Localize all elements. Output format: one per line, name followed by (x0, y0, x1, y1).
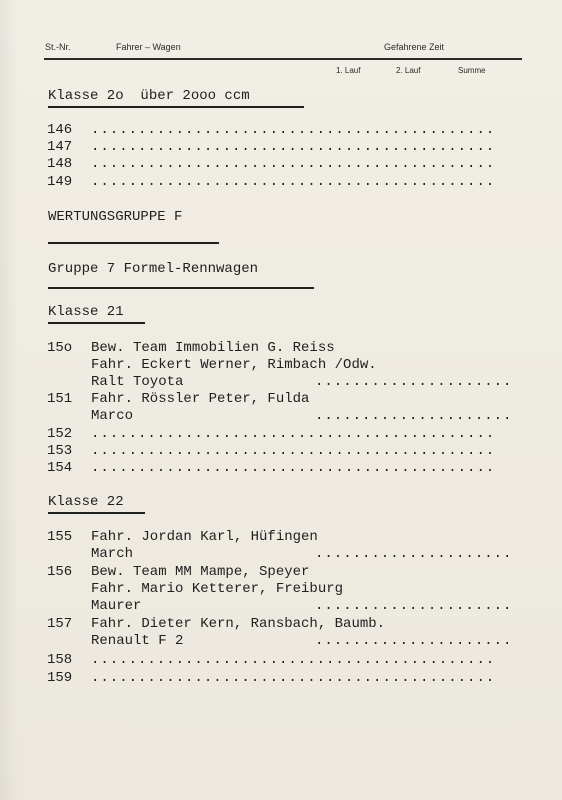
start-number: 147 (47, 139, 73, 155)
header-driver-car: Fahrer – Wagen (116, 42, 181, 52)
section-wertungsgruppe-f: WERTUNGSGRUPPE F (48, 209, 183, 225)
car-line: Renault F 2 (91, 633, 184, 649)
dot-leader: ........................................... (91, 652, 496, 668)
header-run1: 1. Lauf (336, 66, 361, 75)
header-run2: 2. Lauf (396, 66, 421, 75)
start-number: 158 (47, 652, 73, 668)
start-number: 154 (47, 460, 73, 476)
section-gruppe-7: Gruppe 7 Formel-Rennwagen (48, 261, 259, 277)
header-sum: Summe (458, 66, 486, 75)
dot-leader: ........................................... (91, 670, 496, 686)
dot-leader: ........................................... (91, 460, 496, 476)
underline-klasse-21 (48, 322, 145, 324)
start-number: 156 (47, 564, 73, 580)
car-line: Maurer (91, 598, 142, 614)
start-number: 159 (47, 670, 73, 686)
dot-leader: ..................... (315, 374, 513, 390)
underline-wertungsgruppe (48, 242, 219, 244)
start-number: 146 (47, 122, 73, 138)
dot-leader: ........................................... (91, 426, 496, 442)
dot-leader: ........................................... (91, 139, 496, 155)
car-line: March (91, 546, 134, 562)
car-line: Ralt Toyota (91, 374, 184, 390)
start-number: 153 (47, 443, 73, 459)
car-line: Marco (91, 408, 134, 424)
dot-leader: ..................... (315, 598, 513, 614)
entrant-line: Bew. Team Immobilien G. Reiss (91, 340, 335, 356)
underline-klasse-22 (48, 512, 145, 514)
start-number: 155 (47, 529, 73, 545)
driver-line: Fahr. Rössler Peter, Fulda (91, 391, 310, 407)
driver-line: Fahr. Jordan Karl, Hüfingen (91, 529, 318, 545)
driver-line: Fahr. Dieter Kern, Ransbach, Baumb. (91, 616, 386, 632)
section-klasse-20: Klasse 2o über 2ooo ccm (48, 88, 250, 104)
start-number: 151 (47, 391, 73, 407)
underline-klasse-20 (48, 106, 304, 108)
header-rule (44, 58, 522, 60)
dot-leader: ........................................... (91, 443, 496, 459)
driver-line: Fahr. Mario Ketterer, Freiburg (91, 581, 344, 597)
dot-leader: ........................................... (91, 156, 496, 172)
dot-leader: ........................................... (91, 174, 496, 190)
entrant-line: Bew. Team MM Mampe, Speyer (91, 564, 310, 580)
section-klasse-22: Klasse 22 (48, 494, 124, 510)
header-stnr: St.-Nr. (45, 42, 71, 52)
start-number: 157 (47, 616, 73, 632)
start-number: 148 (47, 156, 73, 172)
dot-leader: ........................................... (91, 122, 496, 138)
start-number: 15o (47, 340, 73, 356)
start-number: 149 (47, 174, 73, 190)
header-time: Gefahrene Zeit (384, 42, 445, 52)
start-number: 152 (47, 426, 73, 442)
dot-leader: ..................... (315, 633, 513, 649)
section-klasse-21: Klasse 21 (48, 304, 124, 320)
dot-leader: ..................... (315, 546, 513, 562)
underline-gruppe-7 (48, 287, 314, 289)
driver-line: Fahr. Eckert Werner, Rimbach /Odw. (91, 357, 377, 373)
dot-leader: ..................... (315, 408, 513, 424)
